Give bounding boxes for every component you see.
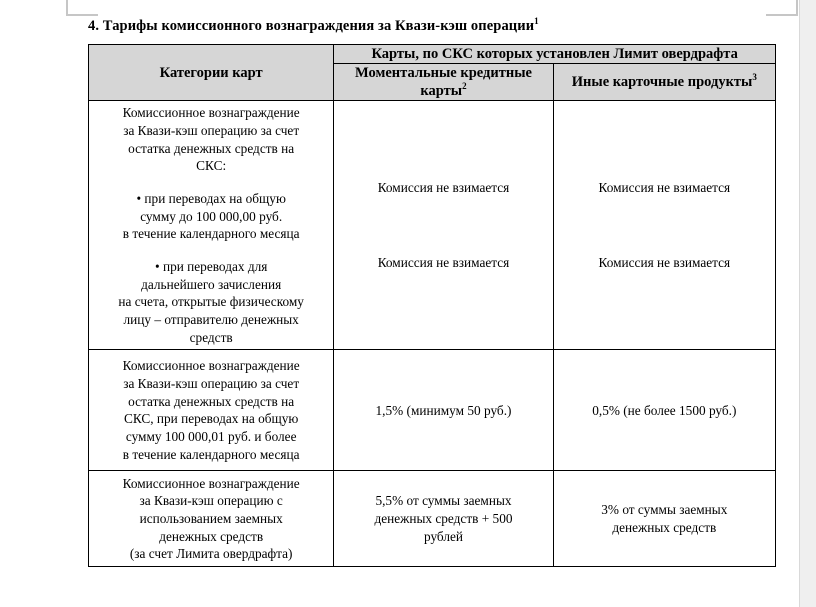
header-instant-label: Моментальные кредитные карты [355,65,532,100]
row-2-instant-cell: 1,5% (минимум 50 руб.) [334,350,553,471]
row-1-other-value: Комиссия не взимается [598,255,731,271]
row-3-instant-value-line: 5,5% от суммы заемных [375,493,512,509]
margin-marker-top-right [766,0,798,16]
row-3-category-line: денежных средств [159,528,264,544]
row-1-bullet-2-line: дальнейшего зачисления [141,276,282,292]
margin-marker-top-left [66,0,98,16]
row-3-instant-cell [334,471,553,567]
row-2-category-line: Комиссионное вознаграждение [122,358,300,374]
row-1-other-value: Комиссия не взимается [598,179,731,195]
header-cell-other-card-products [553,64,775,101]
header-instant-footnote-marker: 2 [462,81,467,92]
row-3-category-line: использованием заемных [139,511,283,527]
header-cell-categories: Категории карт [89,45,334,101]
row-1-bullet-2-line: средств [189,329,233,345]
page-title [88,17,778,35]
row-1-category-line: СКС: [196,158,227,174]
row-2-category-line: сумму 100 000,01 руб. и более [125,429,297,445]
row-1-bullet-1-line: • при переводах на общую [136,191,286,207]
row-1-bullet-1-line: сумму до 100 000,00 руб. [140,208,283,224]
header-cell-overdraft-group: Карты, по СКС которых установлен Лимит овердрафта [334,45,776,64]
table-header [89,45,776,101]
row-2-other-cell: 0,5% (не более 1500 руб.) [553,350,775,471]
table-row [89,471,776,567]
row-1-category-line: Комиссионное вознаграждение [122,105,300,121]
page-title-footnote-marker: 1 [534,15,539,26]
vertical-scrollbar[interactable] [799,0,816,607]
row-3-category-cell [89,471,334,567]
page-title-text: 4. Тарифы комиссионного вознаграждения за Квази-кэш операции [88,17,535,34]
row-1-bullet-2-line: • при переводах для [154,259,268,275]
tariff-table [88,44,776,567]
row-2-category-line: остатка денежных средств на [128,393,295,409]
row-1-category-line: остатка денежных средств на [128,140,295,156]
row-1-category-line: за Квази-кэш операцию за счет [123,123,300,139]
row-3-instant-value-line: рублей [423,528,464,544]
row-1-bullet-1-line: в течение календарного месяца [122,226,300,242]
row-3-instant-value-line: денежных средств + 500 [374,511,513,527]
header-other-label: Иные карточные продукты [571,74,753,91]
row-1-bullet-2-line: на счета, открытые физическому [118,294,304,310]
row-2-category-line: СКС, при переводах на общую [123,411,299,427]
row-2-category-line: за Квази-кэш операцию за счет [123,376,300,392]
row-3-category-line: Комиссионное вознаграждение [122,475,300,491]
row-1-instant-value: Комиссия не взимается [377,255,510,271]
row-1-bullet-2-line: лицу – отправителю денежных [123,312,299,328]
vertical-scrollbar-thumb[interactable] [802,0,814,300]
header-cell-instant-credit-cards [334,64,553,101]
row-2-category-line: в течение календарного месяца [122,446,300,462]
row-1-other-cell [553,101,775,350]
row-3-category-line: (за счет Лимита овердрафта) [129,546,293,562]
table-body [89,101,776,567]
header-other-footnote-marker: 3 [752,72,757,83]
row-1-category-cell [89,101,334,350]
table-header-row-group [89,45,776,64]
row-1-instant-value: Комиссия не взимается [377,179,510,195]
row-1-instant-cell [334,101,553,350]
table-row [89,101,776,350]
row-3-other-cell [553,471,775,567]
row-3-other-value-line: денежных средств [612,519,717,535]
table-row [89,350,776,471]
row-3-other-value-line: 3% от суммы заемных [601,502,728,518]
row-2-category-cell [89,350,334,471]
row-3-category-line: за Квази-кэш операцию с [139,493,283,509]
